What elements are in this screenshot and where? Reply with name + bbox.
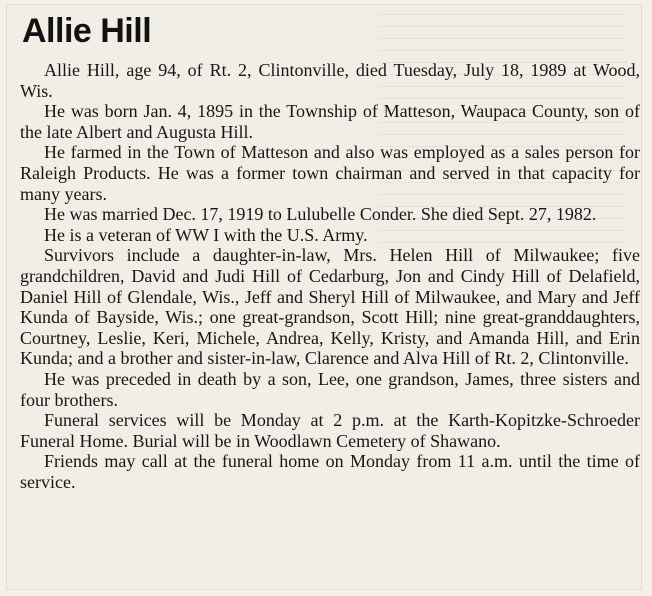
paragraph-preceded: He was preceded in death by a son, Lee, one grandson, James, three sisters and four brothers. [20, 368, 640, 410]
newspaper-clipping [6, 4, 642, 590]
paragraph-death-notice: Allie Hill, age 94, of Rt. 2, Clintonville, died Tuesday, July 18, 1989 at Wood, Wis. [20, 60, 640, 101]
obituary-article [20, 10, 640, 492]
headline: Allie Hill [22, 12, 152, 50]
paragraph-military: He is a veteran of WW I with the U.S. Army. [44, 224, 368, 245]
paragraph-birth: He was born Jan. 4, 1895 in the Township of Matteson, Waupaca County, son of the late Albert and Augusta Hill. [20, 101, 640, 142]
paragraph-funeral: Funeral services will be Monday at 2 p.m. at the Karth-Kopitzke-Schroeder Funeral Home. Burial will be in Woodlawn Cemetery of Shawano. [20, 410, 640, 451]
paragraph-marriage: He was married Dec. 17, 1919 to Lulubelle Conder. She died Sept. 27, 1982. [44, 204, 597, 225]
paragraph-survivors: Survivors include a daughter-in-law, Mrs. Helen Hill of Milwaukee; five grandchildren, David and Judi Hill of Cedarburg, Jon and Cindy Hill of Delafield, Daniel Hill of Glendale, Wis., Jeff and Sheryl Hill of Milwaukee, and Mary and Jeff Kunda of Bayside, Wis.; one great-grandson, Scott Hill; nine great-granddaughters, Courtney, Leslie, Keri, Michele, Andrea, Kelly, Kristy, and Amanda Hill, and Erin Kunda; and a brother and sister-in-law, Clarence and Alva Hill of Rt. 2, Clintonville. [20, 245, 640, 369]
article-body [20, 60, 640, 492]
paragraph-career: He farmed in the Town of Matteson and also was employed as a sales person for Raleigh Products. He was a former town chairman and served in that capacity for many years. [20, 142, 640, 204]
paragraph-visitation: Friends may call at the funeral home on Monday from 11 a.m. until the time of service. [20, 451, 640, 492]
